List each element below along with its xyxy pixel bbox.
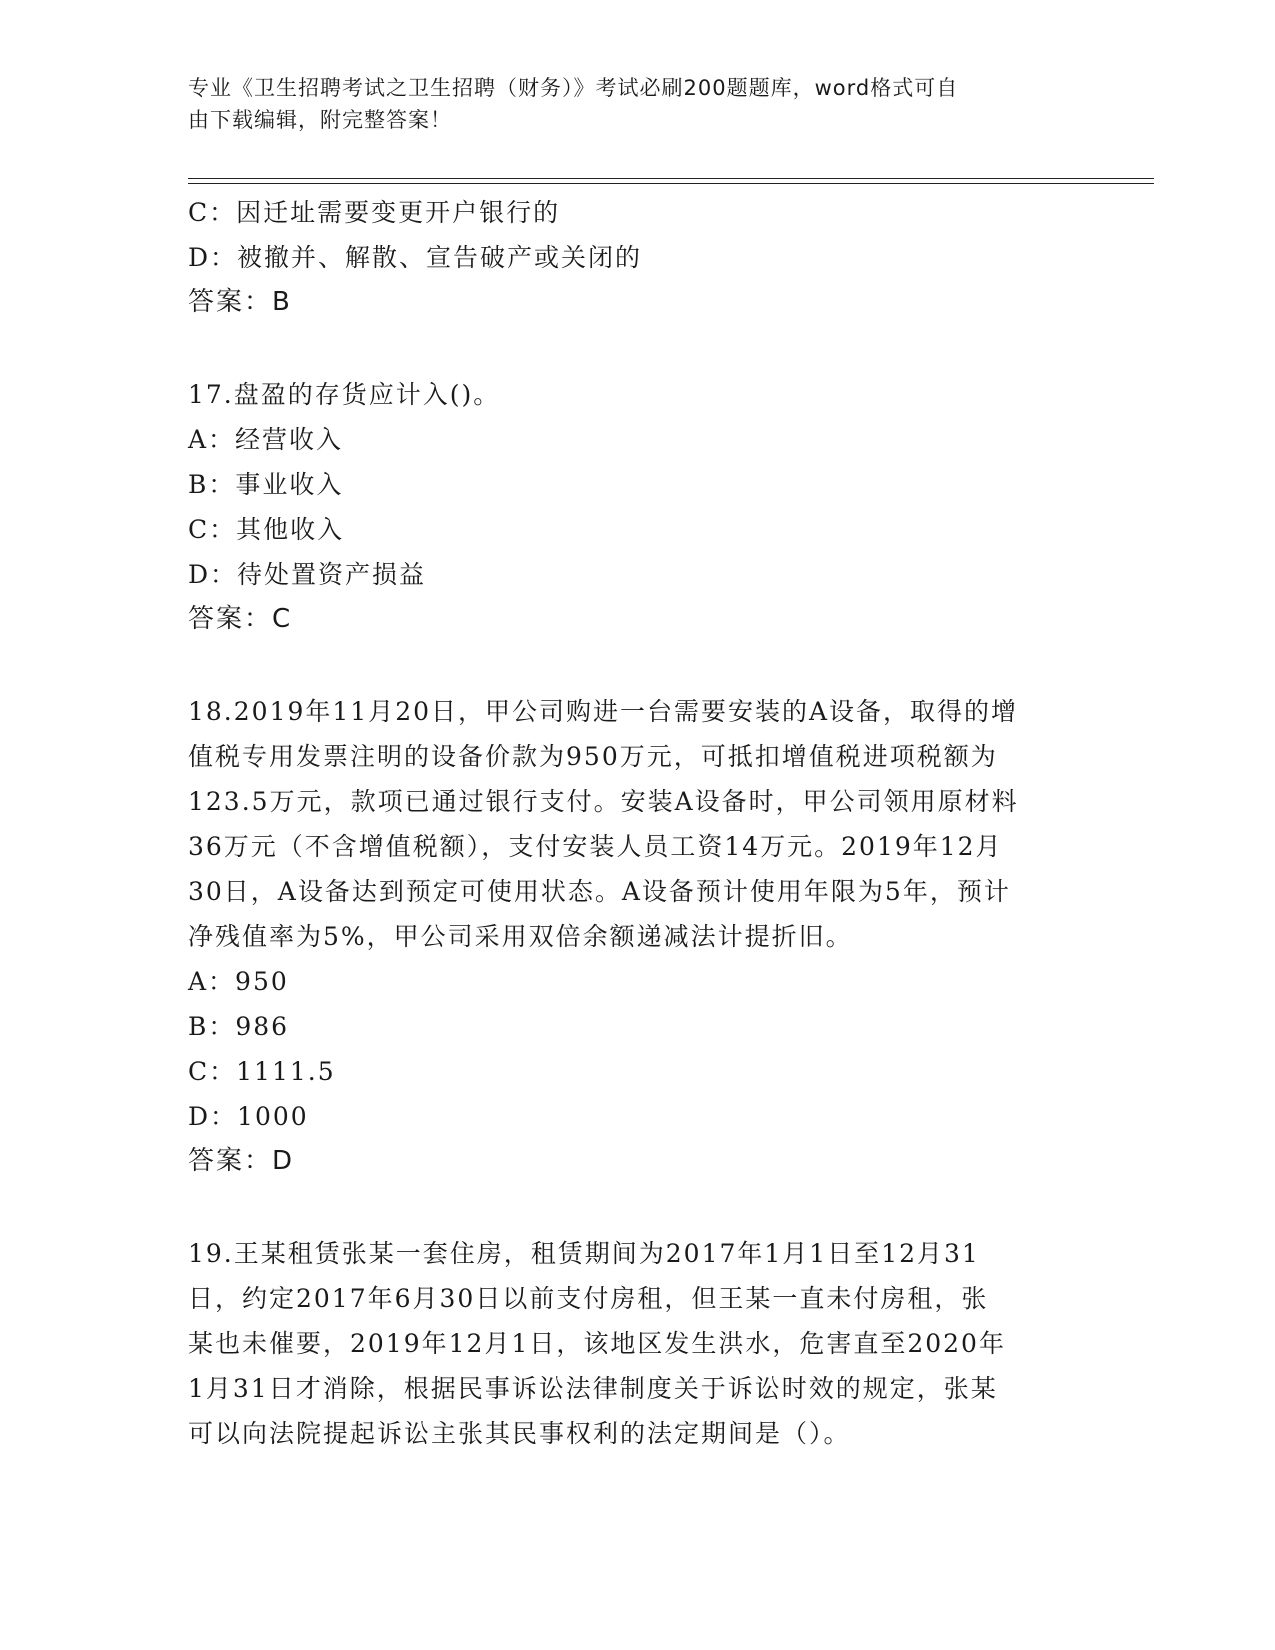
question-19 [188,1231,1088,1456]
header-line-2: 由下载编辑，附完整答案！ [188,108,452,132]
question-text-line: 36万元（不含增值税额），支付安装人员工资14万元。2019年12月 [188,832,1003,861]
question-text-line: 净残值率为5%，甲公司采用双倍余额递减法计提折旧。 [188,922,853,951]
answer: 答案：B [188,287,292,317]
question-text-line: 19.王某租赁张某一套住房，租赁期间为2017年1月1日至12月31 [188,1239,980,1268]
option-a: A：经营收入 [188,425,344,454]
header-line-1: 专业《卫生招聘考试之卫生招聘（财务）》考试必刷200题题库，word格式可自 [188,76,959,100]
document-body [188,190,1088,1456]
option-d: D：被撤并、解散、宣告破产或关闭的 [188,243,643,272]
option-c: C：1111.5 [188,1057,336,1086]
answer: 答案：D [188,1146,295,1176]
option-b: B：事业收入 [188,470,344,499]
question-17 [188,372,1088,642]
option-a: A：950 [188,967,289,996]
question-text-line: 可以向法院提起诉讼主张其民事权利的法定期间是（）。 [188,1419,851,1448]
option-b: B：986 [188,1012,290,1041]
question-text-line: 某也未催要，2019年12月1日，该地区发生洪水，危害直至2020年 [188,1329,1006,1358]
question-text-line: 日，约定2017年6月30日以前支付房租，但王某一直未付房租，张 [188,1284,989,1313]
page-header [188,72,1068,136]
option-c: C：其他收入 [188,515,345,544]
option-c: C：因迁址需要变更开户银行的 [188,198,561,227]
question-text-line: 1月31日才消除，根据民事诉讼法律制度关于诉讼时效的规定，张某 [188,1374,998,1403]
question-text: 17.盘盈的存货应计入()。 [188,380,501,409]
question-text-line: 30日，A设备达到预定可使用状态。A设备预计使用年限为5年，预计 [188,877,1011,906]
header-rule-top [188,178,1154,179]
question-text-line: 18.2019年11月20日，甲公司购进一台需要安装的A设备，取得的增 [188,697,1019,726]
option-d: D：待处置资产损益 [188,560,427,589]
answer: 答案：C [188,604,293,634]
question-text-line: 123.5万元，款项已通过银行支付。安装A设备时，甲公司领用原材料 [188,787,1019,816]
question-18 [188,689,1088,1184]
question-text-line: 值税专用发票注明的设备价款为950万元，可抵扣增值税进项税额为 [188,742,998,771]
header-rule-bottom [188,183,1154,184]
question-16 [188,190,1088,325]
option-d: D：1000 [188,1102,309,1131]
